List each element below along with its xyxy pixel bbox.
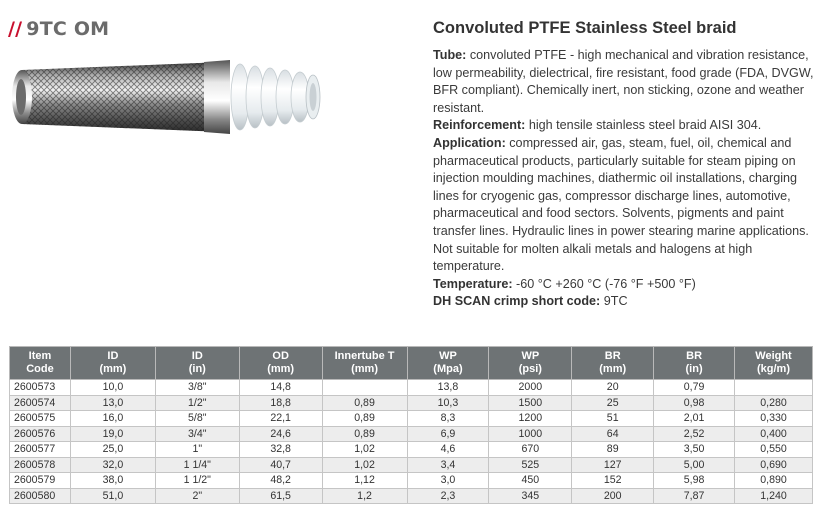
crimp-text: 9TC xyxy=(600,294,628,309)
crimp-paragraph xyxy=(433,293,823,311)
temperature-paragraph xyxy=(433,276,823,294)
table-row: 2600575 16,0 5/8" 22,1 0,89 8,3 1200 51 2,01 0,330 xyxy=(10,411,813,427)
col-header-item-code: Item Code xyxy=(10,347,71,380)
col-header-id-in: ID (in) xyxy=(155,347,239,380)
hose-illustration xyxy=(8,60,328,142)
title-slashes: // xyxy=(8,18,23,40)
col-header-br-mm: BR (mm) xyxy=(572,347,654,380)
col-header-weight: Weight (kg/m) xyxy=(735,347,813,380)
reinforcement-text: high tensile stainless steel braid AISI 304. xyxy=(525,118,762,133)
specs-table xyxy=(9,346,813,504)
table-header-row xyxy=(10,347,813,380)
table-row: 2600580 51,0 2" 61,5 1,2 2,3 345 200 7,87 1,240 xyxy=(10,488,813,504)
table-row: 2600576 19,0 3/4" 24,6 0,89 6,9 1000 64 2,52 0,400 xyxy=(10,426,813,442)
ptfe-convolutions xyxy=(231,64,320,130)
col-header-od-mm: OD (mm) xyxy=(239,347,322,380)
reinforcement-paragraph xyxy=(433,117,823,135)
tube-label: Tube: xyxy=(433,48,467,62)
table-row: 2600578 32,0 1 1/4" 40,7 1,02 3,4 525 127 5,00 0,690 xyxy=(10,457,813,473)
table-row: 2600573 10,0 3/8" 14,8 13,8 2000 20 0,79 xyxy=(10,380,813,396)
tube-text: convoluted PTFE - high mechanical and vibration resistance, low permeability, dielectrical, fire resistant, food grade (FDA, DVGW, BFR compliant). Chemically inert, non sticking, ozone and weather resistant. xyxy=(433,48,814,115)
temperature-text: -60 °C +260 °C (-76 °F +500 °F) xyxy=(512,276,696,291)
col-header-innertube: Innertube T (mm) xyxy=(322,347,407,380)
application-label: Application: xyxy=(433,135,506,150)
tube-paragraph xyxy=(433,47,823,117)
application-paragraph xyxy=(433,135,823,241)
product-code: 9TC OM xyxy=(26,18,110,40)
col-header-br-in: BR (in) xyxy=(654,347,735,380)
crimp-label: DH SCAN crimp short code: xyxy=(433,294,601,309)
table-row: 2600579 38,0 1 1/2" 48,2 1,12 3,0 450 152 5,98 0,890 xyxy=(10,473,813,489)
col-header-wp-mpa: WP (Mpa) xyxy=(407,347,489,380)
application-text: compressed air, gas, steam, fuel, oil, chemical and pharmaceutical products, particularly suitable for steam piping on injection moulding machines, diathermic oil installations, charging lines for cryogenic gas, compressor discharge lines, automotive, pharmaceutical and food sectors. Solvents, pigments and paint transfer lines. Hydraulic lines in power stearing marine applications. xyxy=(433,135,809,238)
temperature-label: Temperature: xyxy=(433,276,513,291)
col-header-wp-psi: WP (psi) xyxy=(489,347,572,380)
reinforcement-label: Reinforcement: xyxy=(433,118,526,133)
product-title xyxy=(8,18,109,40)
product-description xyxy=(433,18,823,311)
description-title: Convoluted PTFE Stainless Steel braid xyxy=(433,19,737,37)
col-header-id-mm: ID (mm) xyxy=(70,347,155,380)
table-row: 2600574 13,0 1/2" 18,8 0,89 10,3 1500 25 0,98 0,280 xyxy=(10,395,813,411)
table-row: 2600577 25,0 1" 32,8 1,02 4,6 670 89 3,50 0,550 xyxy=(10,442,813,458)
not-suitable-paragraph: Not suitable for molten alkali metals and halogens at high temperature. xyxy=(433,241,753,274)
